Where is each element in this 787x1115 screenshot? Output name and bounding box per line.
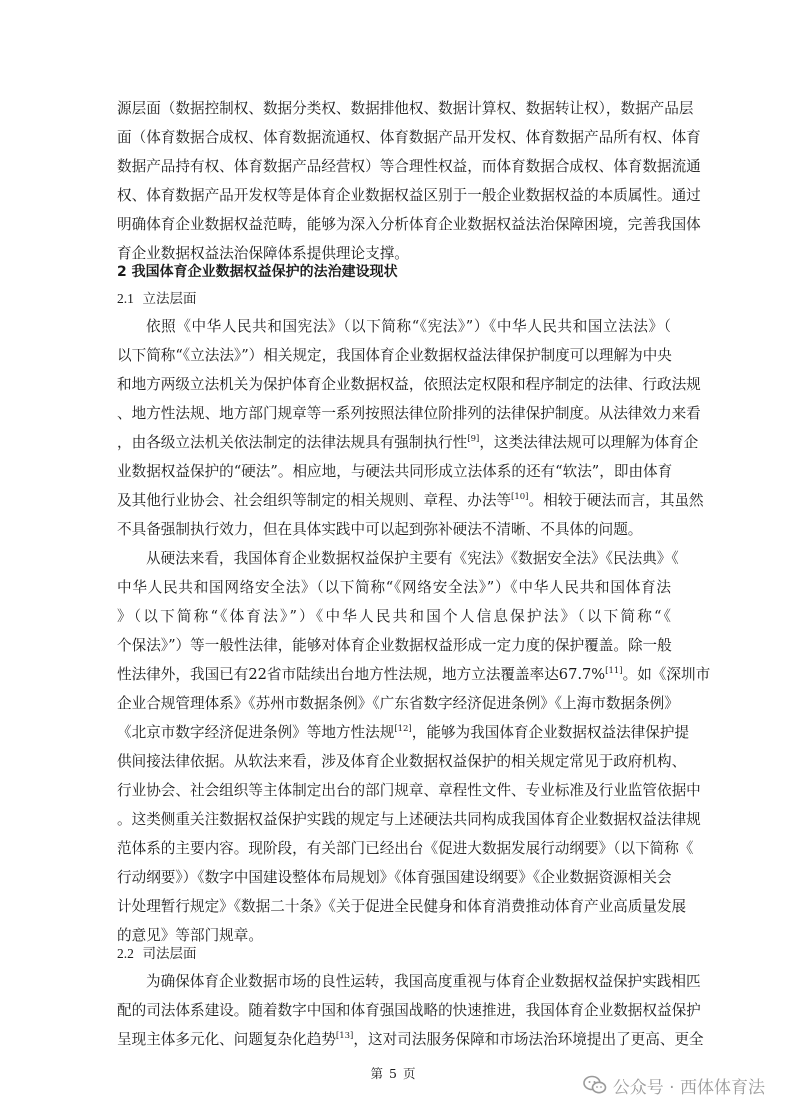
paragraph-line: 从硬法来看，我国体育企业数据权益保护主要有《宪法》《数据安全法》《民法典》《 xyxy=(146,550,679,567)
wechat-icon xyxy=(583,1075,607,1095)
line-text: 。如《深圳市 xyxy=(622,666,711,683)
paragraph-line: 育企业数据权益法治保障体系提供理论支撑。 xyxy=(117,245,409,262)
paragraph-line: 权、体育数据产品开发权等是体育企业数据权益区别于一般企业数据权益的本质属性。通过 xyxy=(117,187,701,204)
subsection-title: 立法层面 xyxy=(142,291,197,307)
paragraph-line xyxy=(117,719,690,747)
watermark-text: 公众号 · 西体体育法 xyxy=(612,1077,765,1098)
paragraph-line: 行业协会、社会组织等主体制定出台的部门规章、章程性文件、专业标准及行业监管依据中 xyxy=(117,782,701,799)
line-text: ，能够为我国体育企业数据权益法律保护提 xyxy=(411,724,690,741)
line-text: 《北京市数字经济促进条例》等地方性法规 xyxy=(117,724,395,741)
paragraph-line: 计处理暂行规定》《数据二十条》《关于促进全民健身和体育消费推动体育产业高质量发展 xyxy=(117,898,687,915)
citation-ref: [12] xyxy=(394,724,412,735)
watermark xyxy=(583,1072,765,1098)
paragraph-line: 的意见》等部门规章。 xyxy=(117,927,263,944)
paragraph-line xyxy=(117,1026,704,1054)
paragraph-line: 供间接法律依据。从软法来看，涉及体育企业数据权益保护的相关规定常见于政府机构、 xyxy=(117,753,687,770)
citation-ref: [9] xyxy=(467,434,480,445)
subsection-heading xyxy=(117,940,671,968)
paragraph-line: 以下简称“《立法法》”）相关规定，我国体育企业数据权益法律保护制度可以理解为中央 xyxy=(117,347,672,364)
paragraph-line xyxy=(117,487,704,515)
paragraph-line xyxy=(117,429,699,457)
page-number: 第 5 页 xyxy=(370,1066,417,1081)
paragraph-line xyxy=(117,661,711,689)
section-heading: 2 我国体育企业数据权益保护的法治建设现状 xyxy=(117,264,398,280)
line-text: 性法律外，我国已有22省市陆续出台地方性法规，地方立法覆盖率达67.7% xyxy=(117,666,606,683)
subsection-heading xyxy=(117,285,671,313)
line-text: ，这对司法服务保障和市场法治环境提出了更高、更全 xyxy=(353,1031,704,1048)
paragraph-line: 》（以下简称“《体育法》”）《中华人民共和国个人信息保护法》（以下简称“《 xyxy=(117,608,671,625)
paragraph-line: 业数据权益保护的“硬法”。相应地，与硬法共同形成立法体系的还有“软法”，即由体育 xyxy=(117,463,673,480)
line-text: ，这类法律法规可以理解为体育企 xyxy=(479,434,699,451)
citation-ref: [10] xyxy=(511,492,529,503)
paragraph-line: 个保法》”）等一般性法律，能够对体育企业数据权益形成一定力度的保护覆盖。除一般 xyxy=(117,637,672,654)
paragraph-line: 和地方两级立法机关为保护体育企业数据权益，依照法定权限和程序制定的法律、行政法规 xyxy=(117,376,701,393)
line-text: 呈现主体多元化、问题复杂化趋势 xyxy=(117,1031,336,1048)
citation-ref: [13] xyxy=(335,1031,354,1042)
paragraph-line: 明确体育企业数据权益范畴，能够为深入分析体育企业数据权益法治保障困境，完善我国体 xyxy=(117,216,701,233)
paragraph-line: 不具备强制执行效力，但在具体实践中可以起到弥补硬法不清晰、不具体的问题。 xyxy=(117,521,643,538)
paragraph-line: 中华人民共和国网络安全法》（以下简称“《网络安全法》”）《中华人民共和国体育法 xyxy=(117,579,671,596)
subsection-number: 2.1 xyxy=(117,291,134,306)
paragraph-line: 为确保体育企业数据市场的良性运转，我国高度重视与体育企业数据权益保护实践相匹 xyxy=(146,973,701,990)
paragraph-line: 依照《中华人民共和国宪法》（以下简称“《宪法》”）《中华人民共和国立法法》（ xyxy=(146,318,671,335)
paragraph-line: 。这类侧重关注数据权益保护实践的规定与上述硬法共同构成我国体育企业数据权益法律规 xyxy=(117,811,701,828)
line-text: 及其他行业协会、社会组织等制定的相关规则、章程、办法等 xyxy=(117,492,512,509)
line-text: ，由各级立法机关依法制定的法律法规具有强制执行性 xyxy=(117,434,468,451)
paragraph-line: 数据产品持有权、体育数据产品经营权）等合理性权益，而体育数据合成权、体育数据流通 xyxy=(117,158,701,175)
paragraph-line: 源层面（数据控制权、数据分类权、数据排他权、数据计算权、数据转让权），数据产品层 xyxy=(117,100,694,117)
paragraph-line: 企业合规管理体系》《苏州市数据条例》《广东省数字经济促进条例》《上海市数据条例》 xyxy=(117,695,679,712)
paragraph-line: 行动纲要》）《数字中国建设整体布局规划》《体育强国建设纲要》《企业数据资源相关会 xyxy=(117,869,672,886)
subsection-number: 2.2 xyxy=(117,946,134,961)
line-text: 。相较于硬法而言，其虽然 xyxy=(528,492,704,509)
paragraph-line: 面（体育数据合成权、体育数据流通权、体育数据产品开发权、体育数据产品所有权、体育 xyxy=(117,129,701,146)
paragraph-line: 配的司法体系建设。随着数字中国和体育强国战略的快速推进，我国体育企业数据权益保护 xyxy=(117,1002,701,1019)
subsection-title: 司法层面 xyxy=(142,946,197,962)
paragraph-line: 、地方性法规、地方部门规章等一系列按照法律位阶排列的法律保护制度。从法律效力来看 xyxy=(117,405,701,422)
paragraph-line: 范体系的主要内容。现阶段，有关部门已经出台《促进大数据发展行动纲要》（以下简称《 xyxy=(117,840,694,857)
citation-ref: [11] xyxy=(605,666,623,677)
